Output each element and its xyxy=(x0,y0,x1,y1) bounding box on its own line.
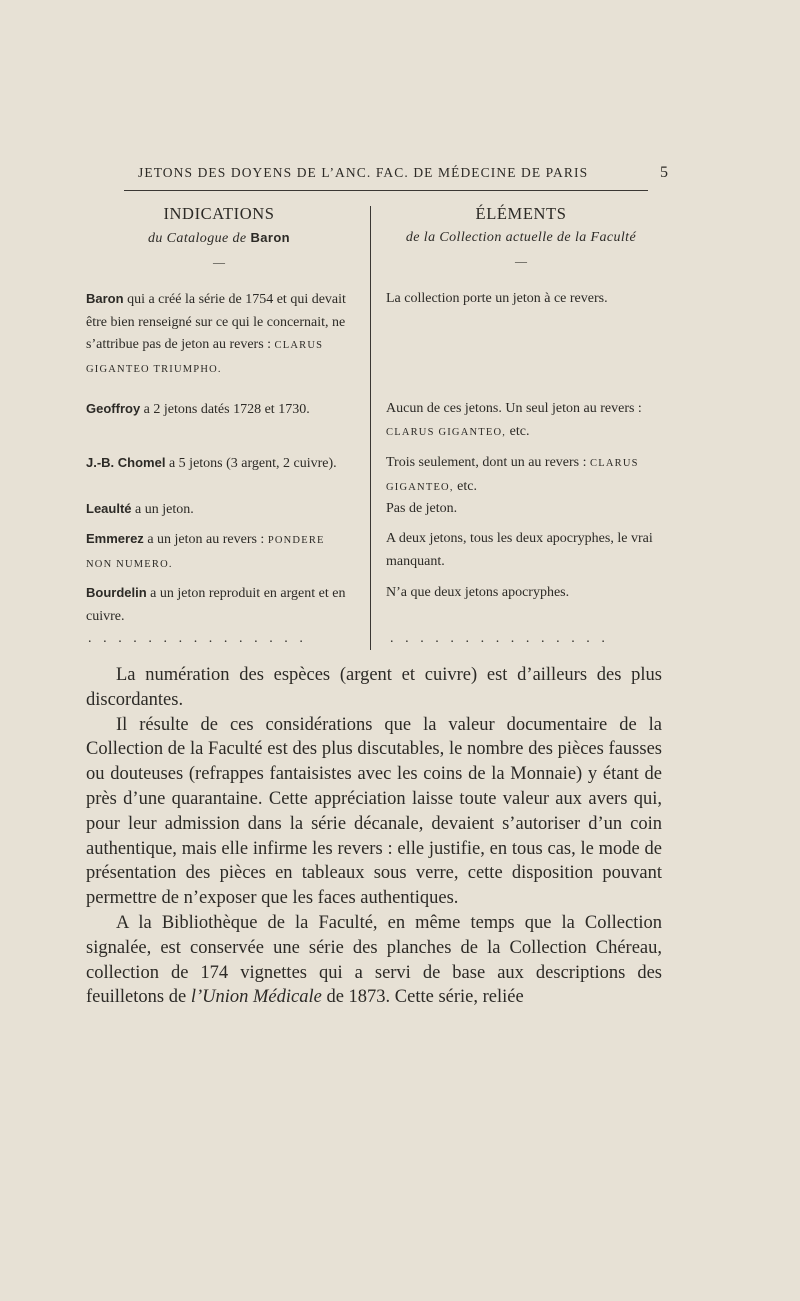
paragraph-text: A la Bibliothèque de la Faculté, en même temps que la Collection signalée, est conservée une série des planches de la Collection Chéreau, collection de 174 vignettes qui a servi de base aux descriptions des feuilletons de xyxy=(86,912,662,1008)
paragraph: La numération des espèces (argent et cuivre) est d’ailleurs des plus discordantes. xyxy=(86,665,662,710)
table-entry xyxy=(86,582,352,628)
entry-motto: CLARUS GIGANTEO, xyxy=(386,458,639,493)
page-number: 5 xyxy=(660,164,668,181)
table-entry xyxy=(386,398,656,444)
column-heading: ÉLÉMENTS xyxy=(475,204,567,223)
column-indications xyxy=(86,204,352,646)
entry-text: Trois seulement, dont un au revers : xyxy=(386,455,591,470)
subheading-prefix: du Catalogue de xyxy=(147,231,247,246)
entry-tail: etc. xyxy=(453,478,477,494)
entry-text: a 5 jetons (3 argent, 2 cuivre). xyxy=(165,456,337,471)
column-subheading: de la Collection actuelle de la Faculté xyxy=(405,230,637,245)
column-subheading xyxy=(86,228,352,249)
table-entry xyxy=(86,452,352,476)
entry-tail: etc. xyxy=(506,423,530,439)
column-heading: INDICATIONS xyxy=(163,204,275,223)
header-rule xyxy=(124,190,648,191)
entry-name: Leaulté xyxy=(86,501,132,516)
entry-name: J.-B. Chomel xyxy=(86,455,166,470)
entry-name: Emmerez xyxy=(86,531,144,546)
entry-text: a 2 jetons datés 1728 et 1730. xyxy=(140,402,310,417)
paragraph xyxy=(86,911,662,1010)
table-entry xyxy=(86,288,352,381)
paragraph-text: de 1873. Cette série, reliée xyxy=(321,987,524,1008)
entry-motto: CLARUS GIGANTEO TRIUMPHO. xyxy=(86,340,324,375)
table-entry xyxy=(386,528,656,573)
entry-motto: PONDERE NON NUMERO. xyxy=(86,535,325,570)
entry-text: a un jeton. xyxy=(131,502,194,517)
running-head-title: JETONS DES DOYENS DE L’ANC. FAC. DE MÉDECINE DE PARIS xyxy=(138,165,589,180)
running-head xyxy=(138,165,668,181)
journal-title: l’Union Médicale xyxy=(190,987,322,1008)
entry-text: La collection porte un jeton à ce revers. xyxy=(386,291,608,306)
table-entry xyxy=(86,528,352,576)
entry-name: Bourdelin xyxy=(86,585,147,600)
table-entry xyxy=(86,398,352,422)
entry-motto: CLARUS GIGANTEO, xyxy=(386,426,507,438)
column-dash: — xyxy=(515,254,527,268)
comparison-table xyxy=(86,204,666,654)
entry-name: Baron xyxy=(86,291,124,306)
entry-text: N’a que deux jetons apocryphes. xyxy=(386,585,570,600)
entry-text: qui a créé la série de 1754 et qui devait être bien renseigné sur ce qui le concernait, ne s’attribue pas de jeton au revers : xyxy=(86,292,346,352)
subheading-name: Baron xyxy=(250,230,290,245)
entry-text: Pas de jeton. xyxy=(386,501,458,516)
table-entry xyxy=(386,288,656,311)
entry-name: Geoffroy xyxy=(86,401,141,416)
table-entry xyxy=(386,498,656,521)
entry-text: A deux jetons, tous les deux apocryphes, le vrai manquant. xyxy=(386,531,653,569)
entry-text: a un jeton au revers : xyxy=(143,532,268,547)
entry-text: Aucun de ces jetons. Un seul jeton au revers : xyxy=(386,401,642,416)
paragraph: Il résulte de ces considérations que la valeur documentaire de la Collection de la Faculté est des plus discutables, le nombre des pièces fausses ou douteuses (refrappes fantaisistes avec les coins de la Monnaie) y étant de près d’une quarantaine. Cette appréciation laisse toute valeur aux avers qui, pour leur admission dans la série décanale, devaient s’autoriser d’un coin authentique, mais elle infirme les revers : elle justifie, en tous cas, le mode de présentation des pièces en tableaux sous verre, cette disposition pouvant permettre de n’exposer que les faces authentiques. xyxy=(86,714,662,909)
dot-leader: ............... xyxy=(390,631,617,646)
entry-text: a un jeton reproduit en argent et en cuivre. xyxy=(86,586,346,624)
dot-leader: ............... xyxy=(88,631,315,646)
body-text xyxy=(86,663,662,1010)
table-entry xyxy=(386,452,656,499)
table-entry xyxy=(386,582,656,605)
column-elements xyxy=(386,204,656,646)
column-divider xyxy=(370,206,371,650)
column-dash: — xyxy=(213,255,225,269)
table-entry xyxy=(86,498,352,522)
